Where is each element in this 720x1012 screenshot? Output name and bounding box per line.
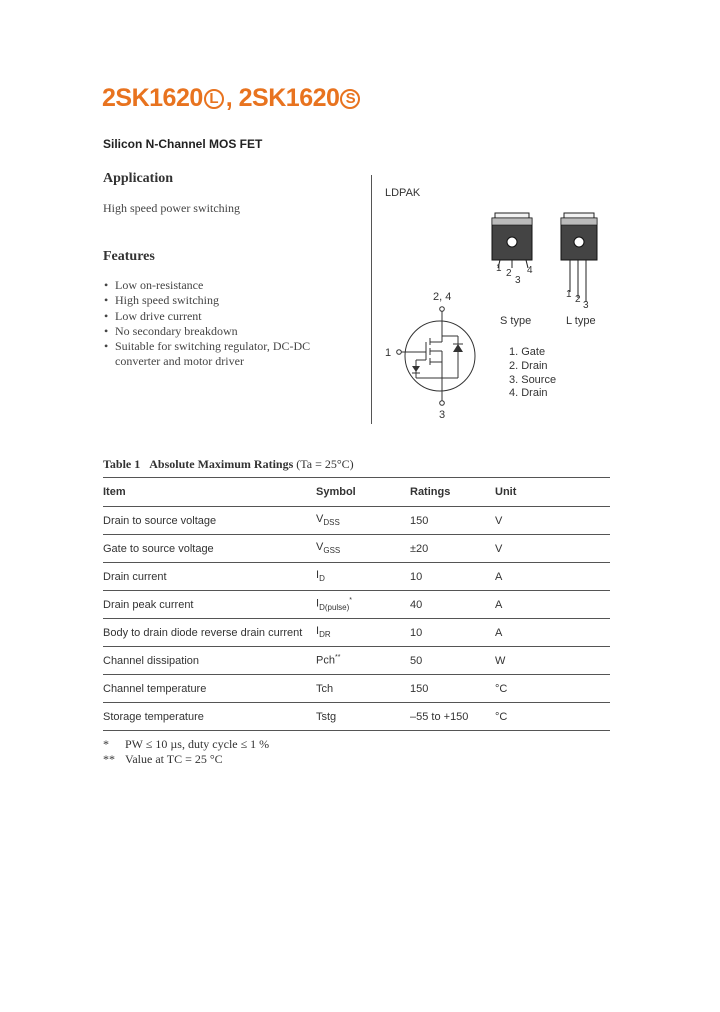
cell-symbol [316, 591, 410, 619]
list-item-continuation: converter and motor driver [115, 354, 244, 369]
cell-rating: –55 to +150 [410, 703, 495, 731]
pin-legend-gate: 1. Gate [509, 346, 546, 358]
cell-item: Drain to source voltage [103, 507, 316, 535]
s-pin-4: 4 [527, 265, 533, 276]
symbol-main: I [316, 597, 320, 610]
list-item: • Low on-resistance [103, 278, 310, 293]
symbol-note-mark: * [349, 597, 353, 605]
cell-symbol [316, 535, 410, 563]
drain-terminal-label: 2, 4 [433, 291, 452, 303]
title-separator: , [225, 84, 239, 112]
suffix-s-badge: S [340, 89, 360, 109]
cell-symbol [316, 507, 410, 535]
s-type-package-icon [488, 210, 538, 290]
cell-rating: 40 [410, 591, 495, 619]
symbol-main: Pch [316, 654, 335, 667]
page-title [102, 84, 362, 113]
symbol-subscript: DR [319, 630, 331, 640]
cell-item: Drain peak current [103, 591, 316, 619]
pin-legend-drain-2: 4. Drain [509, 387, 548, 400]
footnote-1 [103, 737, 269, 752]
table-number: Table 1 [103, 457, 141, 471]
device-subtitle: Silicon N-Channel MOS FET [103, 137, 263, 151]
table-row [103, 619, 610, 647]
list-item: • Low drive current [103, 309, 310, 324]
symbol-subscript: GSS [323, 546, 341, 556]
table-row [103, 591, 610, 619]
symbol-main: V [316, 513, 324, 526]
s-pin-3: 3 [515, 275, 521, 286]
cell-unit: A [495, 563, 610, 591]
absolute-max-ratings-table [103, 477, 610, 731]
application-text: High speed power switching [103, 201, 240, 215]
cell-symbol [316, 647, 410, 675]
cell-rating: 150 [410, 507, 495, 535]
cell-item: Storage temperature [103, 703, 316, 731]
symbol-main: I [316, 625, 320, 638]
table-row [103, 507, 610, 535]
pin-legend [509, 346, 556, 401]
symbol-main: I [316, 569, 320, 582]
col-symbol: Symbol [316, 478, 410, 507]
suffix-l-badge: L [204, 89, 224, 109]
list-item: • High speed switching [103, 293, 310, 308]
symbol-main: V [316, 541, 324, 554]
cell-unit: V [495, 535, 610, 563]
application-heading: Application [103, 171, 174, 186]
column-divider [371, 175, 372, 424]
l-pin-2: 2 [575, 294, 581, 305]
footnote-text: PW ≤ 10 µs, duty cycle ≤ 1 % [125, 737, 270, 751]
symbol-main: Tch [316, 682, 334, 695]
table-row [103, 675, 610, 703]
cell-rating: 10 [410, 563, 495, 591]
cell-rating: 150 [410, 675, 495, 703]
cell-rating: 10 [410, 619, 495, 647]
symbol-subscript: DSS [323, 518, 340, 528]
table-row [103, 703, 610, 731]
symbol-subscript: D(pulse) [319, 602, 350, 612]
source-terminal-label: 3 [439, 409, 446, 421]
table-name: Absolute Maximum Ratings [149, 457, 294, 471]
footnote-mark: * [103, 737, 109, 751]
col-unit: Unit [495, 478, 610, 507]
table-row [103, 563, 610, 591]
symbol-note-mark: ** [334, 654, 341, 662]
col-item: Item [103, 478, 316, 507]
cell-unit: °C [495, 675, 610, 703]
package-name: LDPAK [385, 187, 421, 199]
table-row [103, 535, 610, 563]
gate-terminal-label: 1 [385, 347, 392, 359]
table-row [103, 647, 610, 675]
part-number-l: 2SK1620 [102, 84, 203, 112]
mosfet-symbol-icon [390, 300, 485, 415]
cell-unit: V [495, 507, 610, 535]
cell-rating: ±20 [410, 535, 495, 563]
list-item: • Suitable for switching regulator, DC-DC [103, 339, 310, 354]
table-condition: (Ta = 25°C) [296, 457, 354, 471]
pin-legend-drain: 2. Drain [509, 359, 548, 372]
footnote-2 [103, 752, 223, 767]
s-pin-2: 2 [506, 268, 512, 279]
l-pin-3: 3 [583, 300, 589, 311]
cell-item: Channel dissipation [103, 647, 316, 675]
features-heading: Features [103, 249, 155, 264]
cell-symbol [316, 703, 410, 731]
cell-unit: A [495, 591, 610, 619]
s-type-label: S type [500, 315, 532, 327]
cell-symbol [316, 619, 410, 647]
symbol-main: Tstg [316, 710, 337, 723]
cell-unit: °C [495, 703, 610, 731]
col-ratings: Ratings [410, 478, 495, 507]
cell-item: Gate to source voltage [103, 535, 316, 563]
cell-unit: W [495, 647, 610, 675]
cell-rating: 50 [410, 647, 495, 675]
cell-symbol [316, 675, 410, 703]
cell-item: Channel temperature [103, 675, 316, 703]
cell-symbol [316, 563, 410, 591]
l-type-label: L type [566, 315, 596, 327]
l-pin-1: 1 [566, 289, 572, 300]
s-pin-1: 1 [496, 263, 502, 274]
cell-item: Body to drain diode reverse drain current [103, 619, 316, 647]
table-header-row [103, 478, 610, 507]
table-title [103, 457, 354, 472]
footnote-text: Value at TC = 25 °C [125, 752, 223, 766]
cell-unit: A [495, 619, 610, 647]
part-number-s: 2SK1620 [238, 84, 340, 112]
footnote-mark: ** [103, 752, 115, 766]
pin-legend-source: 3. Source [509, 373, 557, 386]
cell-item: Drain current [103, 563, 316, 591]
symbol-subscript: D [319, 574, 325, 584]
list-item: • No secondary breakdown [103, 324, 310, 339]
features-list [103, 278, 310, 370]
